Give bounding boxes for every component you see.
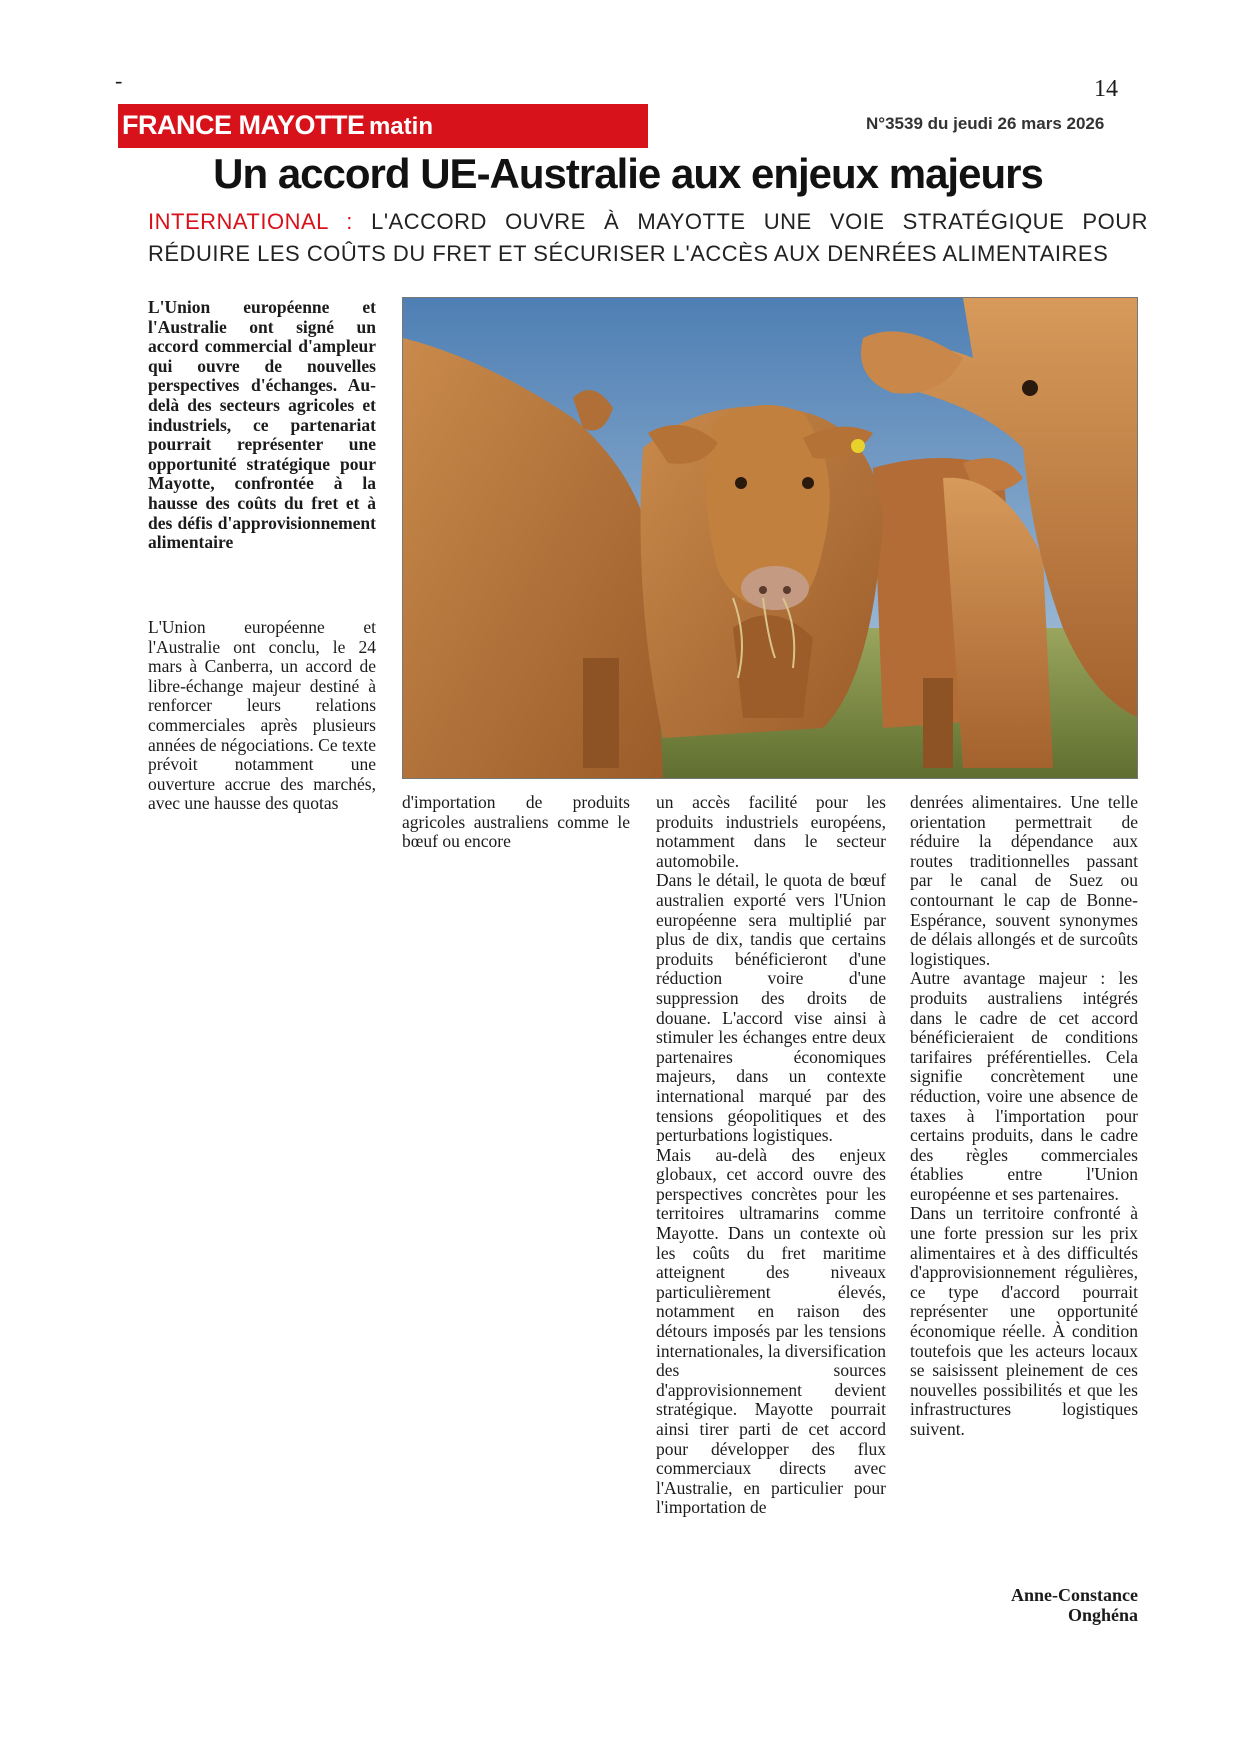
author-first-name: Anne-Constance <box>1010 1585 1138 1605</box>
author-last-name: Onghéna <box>1067 1605 1138 1625</box>
article-subhead <box>148 206 1148 270</box>
article-lead: L'Union européenne et l'Australie ont signé un accord commercial d'ampleur qui ouvre de nouvelles perspectives d'échanges. Au-delà des secteurs agricoles et industriels, ce partenariat pourrait représenter une opportunité stratégique pour Mayotte, confrontée à la hausse des coûts du fret et à des défis d'approvisionnement alimentaire <box>148 297 376 553</box>
paragraph: Mais au-delà des enjeux globaux, cet accord ouvre des perspectives concrètes pour les territoires ultramarins comme Mayotte. Dans un contexte où les coûts du fret maritime atteignent des niveaux particulièrement élevés, notamment en raison des détours imposés par les tensions internationales, la diversification des sources d'approvisionnement devient stratégique. Mayotte pourrait ainsi tirer parti de cet accord pour développer des flux commerciaux directs avec l'Australie, en particulier pour l'importation de <box>656 1144 886 1518</box>
page-dash: - <box>115 68 123 93</box>
body-column-2: d'importation de produits agricoles australiens comme le bœuf ou encore <box>402 792 630 852</box>
paragraph: un accès facilité pour les produits industriels européens, notamment dans le secteur automobile. <box>656 792 886 871</box>
body-column-4 <box>910 793 1138 1440</box>
author-byline <box>910 1585 1138 1625</box>
masthead-edition: matin <box>368 113 433 140</box>
subhead-text: L'ACCORD OUVRE À MAYOTTE UNE VOIE STRATÉGIQUE POUR RÉDUIRE LES COÛTS DU FRET ET SÉCURISER L'ACCÈS AUX DENRÉES ALIMENTAIRES <box>148 209 1148 266</box>
paragraph: Dans le détail, le quota de bœuf australien exporté vers l'Union européenne sera multiplié par plus de dix, tandis que certains produits bénéficieront d'une réduction voire d'une suppression des droits de douane. L'accord vise ainsi à stimuler les échanges entre deux partenaires économiques majeurs, dans un contexte international marqué par des tensions géopolitiques et des perturbations logistiques. <box>656 870 886 1146</box>
masthead-brand: FRANCE MAYOTTE <box>122 110 365 140</box>
page-number: 14 <box>1094 76 1118 102</box>
masthead-banner <box>118 104 648 148</box>
cattle-photo <box>402 297 1138 779</box>
paragraph: denrées alimentaires. Une telle orientation permettrait de réduire la dépendance aux routes traditionnelles passant par le canal de Suez ou contournant le cap de Bonne-Espérance, souvent synonymes de délais allongés et de surcoûts logistiques. <box>910 792 1138 969</box>
issue-date: N°3539 du jeudi 26 mars 2026 <box>866 114 1105 133</box>
article-headline: Un accord UE-Australie aux enjeux majeurs <box>213 150 1043 197</box>
body-column-3 <box>656 793 886 1518</box>
paragraph: Dans un territoire confronté à une forte pression sur les prix alimentaires et à des difficultés d'approvisionnement régulières, ce type d'accord pourrait représenter une opportunité économique réelle. À condition toutefois que les acteurs locaux se saisissent pleinement de ces nouvelles possibilités et que les infrastructures logistiques suivent. <box>910 1203 1138 1439</box>
body-column-1: L'Union européenne et l'Australie ont conclu, le 24 mars à Canberra, un accord de libre-échange majeur destiné à renforcer leurs relations commerciales après plusieurs années de négociations. Ce texte prévoit notamment une ouverture accrue des marchés, avec une hausse des quotas <box>148 617 376 814</box>
section-kicker: INTERNATIONAL : <box>148 209 353 234</box>
paragraph: Autre avantage majeur : les produits australiens intégrés dans le cadre de cet accord bénéficieraient de conditions tarifaires préférentielles. Cela signifie concrètement une réduction, voire une absence de taxes à l'importation pour certains produits, dans le cadre des règles commerciales établies entre l'Union européenne et ses partenaires. <box>910 968 1138 1204</box>
